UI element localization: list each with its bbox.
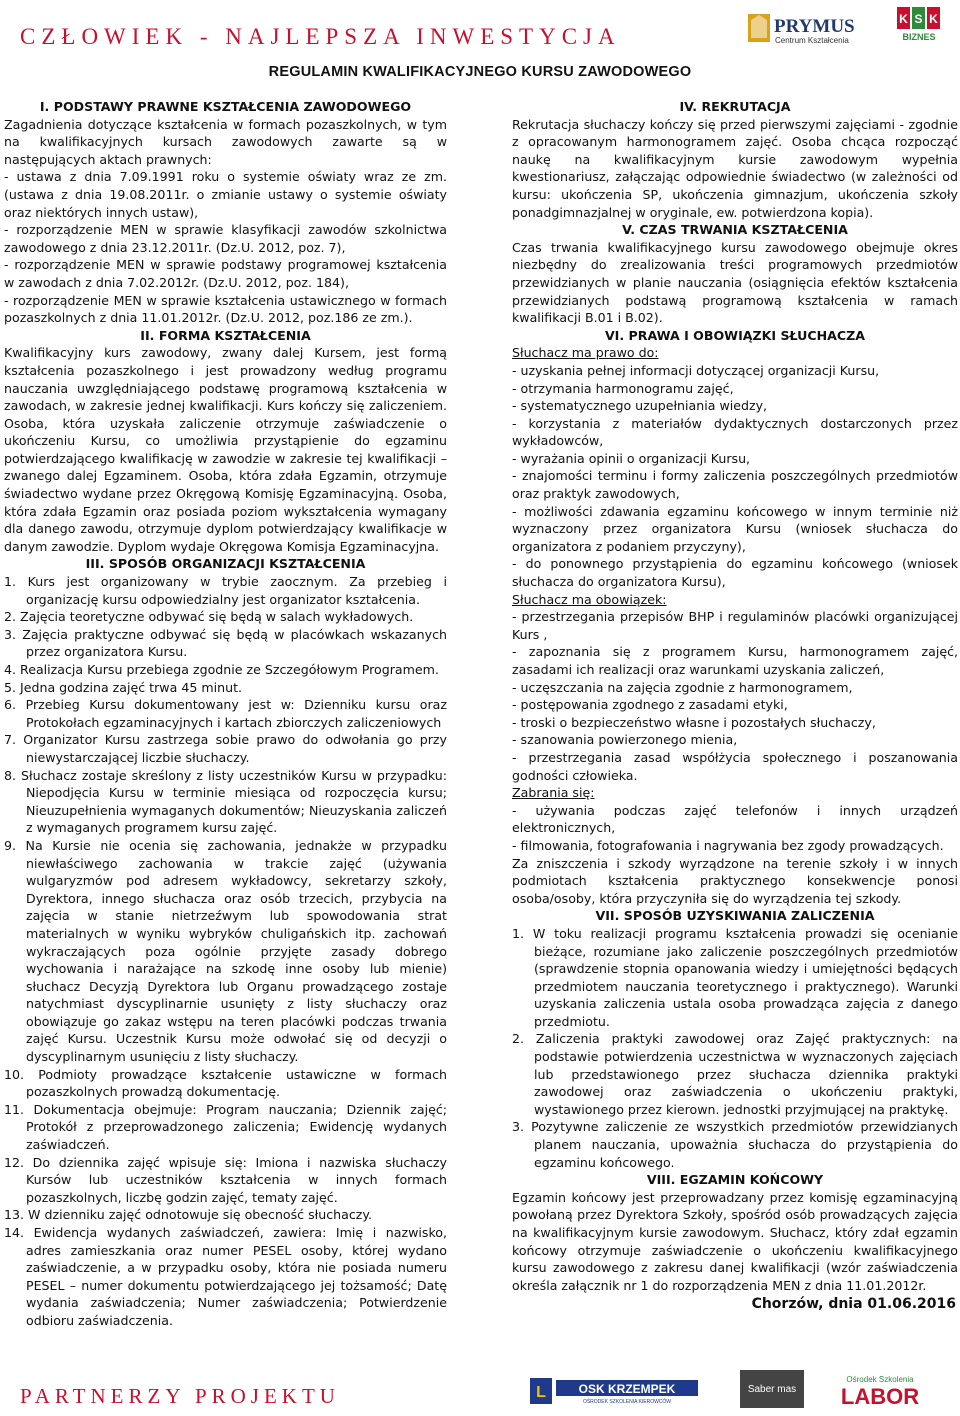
section-8-paragraph: Egzamin końcowy jest przeprowadzany przez komisję egzaminacyjną powołaną przez Dyrektora Szkoły, spośród osób prowadzących zajęcia na kwalifikacyjnym kursie zawodowym. Słuchacz, który zdał egzamin końcowy otrzymuje zaświadczenie o ukończeniu kwalifikacyjnego kursu zawodowego z zakresu danej kwalifikacji (wzór zaświadczenia określa załącznik nr 1 do rozporządzenia MEN z dnia 11.01.2012r. (512, 1189, 958, 1293)
organization-item: 9. Na Kursie nie ocenia się zachowania, jednakże w przypadku niewłaściwego zachowania w trakcie zajęć (używania wulgaryzmów pod adresem wykładowcy, sekretarzy szkoły, Dyrektora, innego słuchacza oraz osób trzecich, przybycia na zajęcia w stanie nietrzeźwym lub spowodowania strat materialnych w wyniku wybryków chuligańskich itp. zachowań wykraczających poza ogólnie przyjęte zasady dobrego wychowania i narażające na szkodę inne osoby lub mienie) słuchacz Decyzją Dyrektora lub Organu prowadzącego zostaje natychmiast dyscyplinarnie usunięty z listy słuchaczy oraz obowiązuje go zakaz wstępu na teren placówki podczas trwania zajęć Kursu. Uczestnik Kursu może odwołać się od decyzji o dyscyplinarnym usunięciu z listy słuchaczy. (4, 837, 447, 1065)
organization-item: 8. Słuchacz zostaje skreślony z listy uczestników Kursu w przypadku: Niepodjęcia Kursu w terminie miesiąca od rozpoczęcia kursu; Nieuzupełnienia wymaganych dokumentów; Nieuzyskania zaliczeń z wymaganych programem kursu zajęć. (4, 767, 447, 836)
legal-act-item: - rozporządzenie MEN w sprawie kształcenia ustawicznego w formach pozaszkolnych z dnia 11.01.2012r. (Dz.U. 2012, poz.186 ze zm.). (4, 292, 447, 326)
labor-logo-text: LABOR (840, 1384, 920, 1408)
ksk-letter-3: K (929, 12, 938, 26)
damage-paragraph: Za zniszczenia i szkody wyrządzone na terenie szkoły i w innych podmiotach kształcenia praktycznego konsekwencje ponosi osoba/osoby, która przyczyniła się do wyrządzenia tej szkody. (512, 855, 958, 906)
prymus-logo (748, 12, 858, 46)
place-date: Chorzów, dnia 01.06.2016 (751, 1296, 956, 1313)
organization-item: 11. Dokumentacja obejmuje: Program nauczania; Dziennik zajęć; Protokół z przeprowadzonego zaliczenia; Ewidencję wydanych zaświadczeń. (4, 1101, 447, 1153)
ksk-letter-2: S (914, 12, 923, 26)
prymus-logo-sub: Centrum Kształcenia (775, 36, 849, 45)
labor-logo (820, 1372, 940, 1408)
organization-item: 7. Organizator Kursu zastrzega sobie prawo do odwołania go przy niewystarczającej liczbie słuchaczy. (4, 732, 447, 765)
section-2-title: II. FORMA KSZTAŁCENIA (140, 327, 311, 343)
ksk-letter-1: K (899, 12, 908, 26)
labor-logo-top: Ośrodek Szkolenia (846, 1375, 914, 1384)
organization-item: 5. Jedna godzina zajęć trwa 45 minut. (4, 679, 243, 695)
ban-item: - używania podczas zajęć telefonów i innych urządzeń elektronicznych, (512, 802, 958, 836)
rights-item: - otrzymania harmonogramu zajęć, (512, 380, 734, 396)
ban-label: Zabrania się: (512, 785, 595, 801)
rights-label: Słuchacz ma prawo do: (512, 345, 659, 361)
section-3-title: III. SPOSÓB ORGANIZACJI KSZTAŁCENIA (85, 556, 366, 572)
osk-logo-text: OSK KRZEMPEK (578, 1382, 676, 1396)
section-1-intro: Zagadnienia dotyczące kształcenia w formach pozaszkolnych, w tym na kwalifikacyjnych kursach zawodowych zawarte są w następujących aktach prawnych: (4, 116, 447, 167)
duties-item: - zapoznania się z programem Kursu, harmonogramem zajęć, zasadami ich realizacji oraz warunkami uzyskania zaliczeń, (512, 644, 958, 677)
rights-item: - wyrażania opinii o organizacji Kursu, (512, 450, 751, 466)
rights-item: - możliwości zdawania egzaminu końcowego w innym terminie niż wyznaczony przez organizatora Kursu (wniosek słuchacza do organizatora z podaniem przyczyny), (512, 503, 958, 554)
duties-item: - troski o bezpieczeństwo własne i pozostałych słuchaczy, (512, 714, 876, 730)
organization-item: 3. Zajęcia praktyczne odbywać się będą w placówkach wskazanych przez organizatora Kursu. (4, 626, 447, 660)
document-title: REGULAMIN KWALIFIKACYJNEGO KURSU ZAWODOWEGO (268, 64, 692, 80)
rights-item: - systematycznego uzupełniania wiedzy, (512, 398, 768, 414)
section-4-title: IV. REKRUTACJA (679, 99, 791, 114)
section-4-paragraph: Rekrutacja słuchaczy kończy się przed pierwszymi zajęciami - zgodnie z opracowanym harmonogramem zajęć. Osoba chcąca rozpocząć naukę na kwalifikacyjnym kursie zawodowym wypełnia kwestionariusz, załączając odpowiednie świadectwo (w zależności od kursu: ukończenia SP, ukończenia gimnazjum, ukończenia szkoły ponadgimnazjalnej w oryginale, ew. potwierdzona kopia). (512, 116, 958, 220)
rights-item: - uzyskania pełnej informacji dotyczącej organizacji Kursu, (512, 362, 880, 378)
osk-krzempek-logo (530, 1378, 700, 1404)
credit-item: 2. Zaliczenia praktyki zawodowej oraz Zajęć praktycznych: na podstawie potwierdzenia uczestnictwa w wyznaczonych zajęciach lub przedstawionego przez słuchacza dziennika praktyki zawodowej oraz zaświadczenia o ukończeniu praktyki, wystawionego przez kierown. jednostki przyjmującej na praktykę. (512, 1031, 958, 1117)
rights-item: - znajomości terminu i formy zaliczenia poszczególnych przedmiotów oraz praktyk zawodowych, (512, 468, 958, 502)
organization-item: 13. W dzienniku zajęć odnotowuje się obecność słuchaczy. (4, 1207, 373, 1223)
legal-act-item: - rozporządzenie MEN w sprawie klasyfikacji zawodów szkolnictwa zawodowego z dnia 23.12.2011r. (Dz.U. 2012, poz. 7), (4, 222, 447, 255)
organization-item: 1. Kurs jest organizowany w trybie zaocznym. Za przebieg i organizację kursu odpowiedzialny jest organizator kształcenia. (4, 574, 447, 607)
organization-item: 6. Przebieg Kursu dokumentowany jest w: Dzienniku kursu oraz Protokołach egzaminacyjnych i kartach zbiorczych zaliczeniowych (4, 697, 447, 730)
svg-text:L: L (536, 1384, 546, 1401)
credit-item: 1. W toku realizacji programu kształcenia prowadzi się ocenianie bieżące, rozumiane jako zaliczenie poszczególnych przedmiotów (sprawdzenie stopnia opanowania wiedzy i umiejętności będących przedmiotem nauczania teoretycznego i praktycznego). Warunki uzyskania zaliczenia ustala osoba prowadząca zajęcia z danego przedmiotu. (512, 925, 958, 1029)
organization-item: 4. Realizacja Kursu przebiega zgodnie ze Szczegółowym Programem. (4, 662, 439, 677)
credit-item: 3. Pozytywne zaliczenie ze wszystkich przedmiotów przewidzianych planem nauczania, upoważnia słuchacza do przystąpienia do egzaminu końcowego. (512, 1119, 958, 1170)
ksk-logo-sub: BIZNES (902, 32, 936, 42)
section-2-paragraph: Kwalifikacyjny kurs zawodowy, zwany dalej Kursem, jest formą kształcenia pozaszkolnego i jest prowadzony według programu nauczania uwzględniającego podstawę programową kształcenia w zawodach, w zakresie jednej kwalifikacji. Kurs kończy się zaliczeniem. Osoba, która uzyskała zaliczenie otrzymuje zaświadczenie o ukończeniu Kursu, co umożliwia przystąpienie do egzaminu potwierdzającego kwalifikację w zawodzie w zakresie tej kwalifikacji – zwanego dalej Egzaminem. Osoba, która zdała Egzamin, otrzymuje świadectwo wydane przez Okręgową Komisję Egzaminacyjną. Osoba, która zdała Egzamin oraz posiada poziom wykształcenia wymagany dla danego zawodu, otrzymuje dyplom potwierdzający kwalifikacje w danym zawodzie. Dyplom wydaje Okręgowa Komisja Egzaminacyjna. (4, 345, 447, 554)
section-8-title: VIII. EGZAMIN KOŃCOWY (646, 1172, 824, 1188)
section-6-title: VI. PRAWA I OBOWIĄZKI SŁUCHACZA (604, 327, 866, 343)
section-1-title: I. PODSTAWY PRAWNE KSZTAŁCENIA ZAWODOWEGO (39, 99, 412, 114)
duties-label: Słuchacz ma obowiązek: (512, 591, 667, 607)
footer-title: PARTNERZY PROJEKTU (20, 1384, 340, 1408)
right-column (512, 98, 958, 1314)
organization-item: 2. Zajęcia teoretyczne odbywać się będą w salach wykładowych. (4, 609, 414, 625)
duties-item: - uczęszczania na zajęcia zgodnie z harmonogramem, (512, 679, 853, 695)
osk-logo-sub: OŚRODEK SZKOLENIA KIEROWCÓW (582, 1399, 672, 1404)
organization-item: 10. Podmioty prowadzące kształcenie ustawiczne w formach pozaszkolnych prowadzą dokumentację. (4, 1066, 447, 1100)
organization-item: 14. Ewidencja wydanych zaświadczeń, zawiera: Imię i nazwisko, adres zamieszkania oraz numer PESEL osoby, której wydano zaświadczenie, a w przypadku osoby, która nie posiada numeru PESEL – numer dokumentu potwierdzającego jej tożsamość; Datę wydania zaświadczenia; Numer zaświadczenia; Potwierdzenie odbioru zaświadczenia. (4, 1225, 447, 1328)
section-7-title: VII. SPOSÓB UZYSKIWANIA ZALICZENIA (595, 908, 875, 924)
prymus-logo-name: PRYMUS (774, 16, 855, 37)
left-column (4, 98, 447, 1330)
legal-act-item: - rozporządzenie MEN w sprawie podstawy programowej kształcenia w zawodach z dnia 7.02.2012r. (Dz.U. 2012, poz. 184), (4, 257, 447, 290)
organization-item: 12. Do dziennika zajęć wpisuje się: Imiona i nazwiska słuchaczy Kursów lub uczestników kształcenia w innych formach pozaszkolnych, liczbę godzin zajęć, tematy zajęć. (4, 1154, 447, 1205)
legal-act-item: - ustawa z dnia 7.09.1991 roku o systemie oświaty wraz ze zm. (ustawa z dnia 19.08.2011r. o zmianie ustawy o systemie oświaty oraz niektórych innych ustaw), (4, 169, 447, 220)
duties-item: - szanowania powierzonego mienia, (512, 732, 738, 748)
rights-item: - do ponownego przystąpienia do egzaminu końcowego (wniosek słuchacza do organizatora Kursu), (512, 556, 958, 590)
rights-item: - korzystania z materiałów dydaktycznych dostarczonych przez wykładowców, (512, 415, 958, 449)
section-5-paragraph: Czas trwania kwalifikacyjnego kursu zawodowego obejmuje okres niezbędny do zrealizowania treści programowych przedmiotów przewidzianych w planie nauczania (osiągnięcia efektów kształcenia przewidzianych podstawą programową kształcenia w ramach kwalifikacji B.01 i B.02). (512, 239, 958, 326)
duties-item: - postępowania zgodnego z zasadami etyki, (512, 697, 788, 713)
section-5-title: V. CZAS TRWANIA KSZTAŁCENIA (622, 222, 848, 238)
ksk-logo (896, 6, 942, 46)
ban-item: - filmowania, fotografowania i nagrywania bez zgody prowadzących. (512, 837, 944, 853)
saber-mas-logo: Saber mas (740, 1370, 804, 1408)
duties-item: - przestrzegania zasad współżycia społecznego i poszanowania godności człowieka. (512, 749, 958, 783)
duties-item: - przestrzegania przepisów BHP i regulaminów placówki organizującej Kurs , (512, 609, 958, 642)
header-banner: CZŁOWIEK - NAJLEPSZA INWESTYCJA (20, 24, 621, 49)
